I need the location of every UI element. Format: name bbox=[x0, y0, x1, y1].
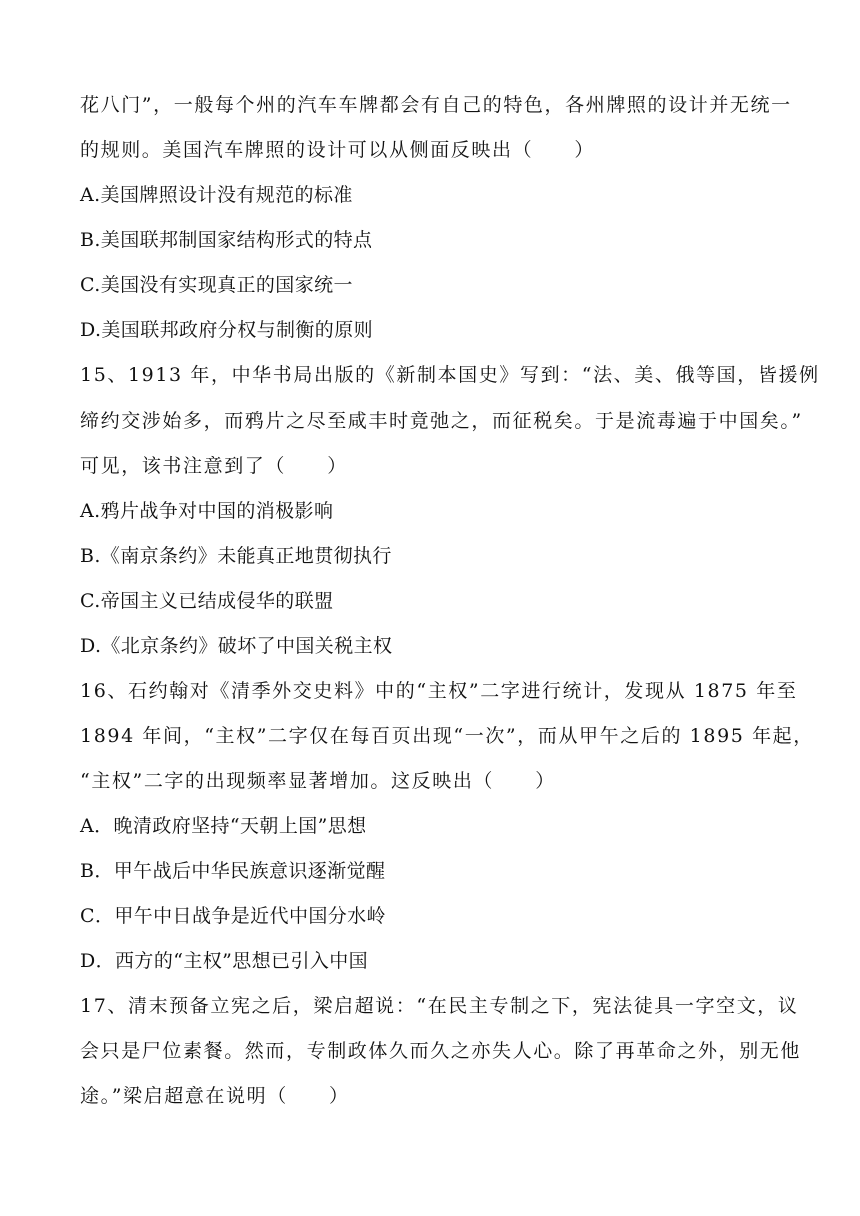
q15-stem-line-2: 缔约交涉始多，而鸦片之尽至咸丰时竟弛之，而征税矣。于是流毒遍于中国矣。” bbox=[80, 410, 803, 432]
q14-stem-line-1: 花八门”，一般每个州的汽车车牌都会有自己的特色，各州牌照的设计并无统一 bbox=[80, 94, 792, 116]
q17-stem-line-2: 会只是尸位素餐。然而，专制政体久而久之亦失人心。除了再革命之外，别无他 bbox=[80, 1040, 802, 1062]
q15-stem-line-3: 可见，该书注意到了（ ） bbox=[80, 455, 348, 477]
q15-stem-line-1: 15、1913 年，中华书局出版的《新制本国史》写到：“法、美、俄等国，皆援例 bbox=[80, 364, 820, 386]
q16-stem-line-2: 1894 年间，“主权”二字仅在每百页出现“一次”，而从甲午之后的 1895 年起， bbox=[80, 725, 814, 747]
q14-option-c: C.美国没有实现真正的国家统一 bbox=[80, 274, 353, 296]
q15-option-d: D.《北京条约》破坏了中国关税主权 bbox=[80, 635, 393, 657]
q16-stem-line-3: “主权”二字的出现频率显著增加。这反映出（ ） bbox=[80, 770, 556, 792]
q14-option-d: D.美国联邦政府分权与制衡的原则 bbox=[80, 319, 373, 341]
q15-option-c: C.帝国主义已结成侵华的联盟 bbox=[80, 590, 334, 612]
q14-stem-line-2: 的规则。美国汽车牌照的设计可以从侧面反映出（ ） bbox=[80, 139, 596, 161]
q16-option-b: B．甲午战后中华民族意识逐渐觉醒 bbox=[80, 860, 386, 882]
q15-option-a: A.鸦片战争对中国的消极影响 bbox=[80, 500, 334, 522]
q17-stem-line-3: 途。”梁启超意在说明（ ） bbox=[80, 1085, 350, 1107]
q16-option-d: D．西方的“主权”思想已引入中国 bbox=[80, 950, 369, 972]
q16-option-a: A．晚清政府坚持“天朝上国”思想 bbox=[80, 815, 367, 837]
q15-option-b: B.《南京条约》未能真正地贯彻执行 bbox=[80, 545, 392, 567]
q16-stem-line-1: 16、石约翰对《清季外交史料》中的“主权”二字进行统计，发现从 1875 年至 bbox=[80, 680, 798, 702]
q14-option-b: B.美国联邦制国家结构形式的特点 bbox=[80, 229, 373, 251]
q14-option-a: A.美国牌照设计没有规范的标准 bbox=[80, 184, 353, 206]
q16-option-c: C．甲午中日战争是近代中国分水岭 bbox=[80, 905, 386, 927]
q17-stem-line-1: 17、清末预备立宪之后，梁启超说：“在民主专制之下，宪法徒具一字空文，议 bbox=[80, 995, 799, 1017]
